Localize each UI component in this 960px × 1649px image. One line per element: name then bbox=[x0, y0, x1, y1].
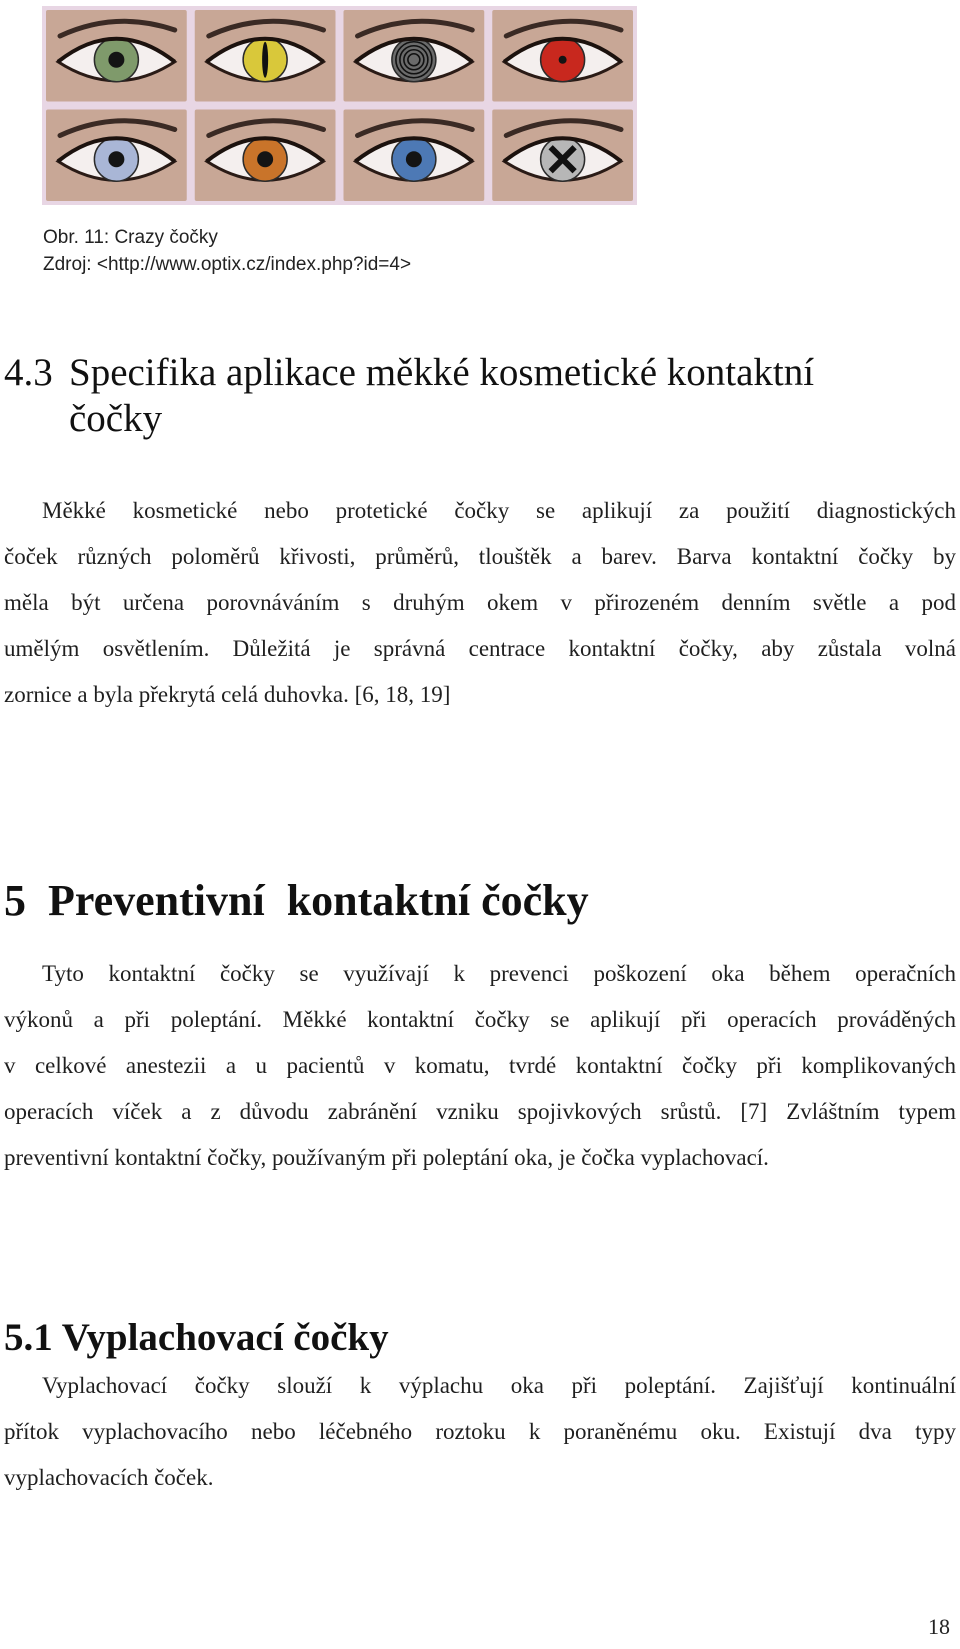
caption-title: Obr. 11: Crazy čočky bbox=[43, 227, 218, 248]
crazy-lenses-figure bbox=[42, 6, 637, 205]
section-title-line1: Specifika aplikace měkké kosmetické kontaktní bbox=[69, 351, 815, 394]
paragraph-line: operacích víček a z důvodu zabránění vzniku spojivkových srůstů. [7] Zvláštním typem bbox=[4, 1099, 956, 1124]
paragraph-line: zornice a byla překrytá celá duhovka. [6, 18, 19] bbox=[4, 682, 451, 707]
eye-8 bbox=[492, 110, 633, 202]
eye-2 bbox=[195, 10, 336, 102]
paragraph-line: umělým osvětlením. Důležitá je správná centrace kontaktní čočky, aby zůstala volná bbox=[4, 636, 956, 661]
eye-grid-image bbox=[42, 6, 637, 205]
paragraph-line: měla být určena porovnáváním s druhým okem v přirozeném denním světle a pod bbox=[4, 590, 956, 615]
paragraph-line: Vyplachovací čočky slouží k výplachu oka při poleptání. Zajišťují kontinuální bbox=[42, 1373, 956, 1398]
page-number: 18 bbox=[928, 1614, 950, 1639]
paragraph-line: výkonů a při poleptání. Měkké kontaktní čočky se aplikují při operacích prováděných bbox=[4, 1007, 956, 1032]
eye-6 bbox=[195, 110, 336, 202]
section-4-3-heading bbox=[4, 350, 924, 442]
section-5-1-paragraph bbox=[4, 1363, 956, 1501]
eye-7 bbox=[344, 110, 485, 202]
section-4-3-paragraph bbox=[4, 488, 956, 718]
eye-3 bbox=[344, 10, 485, 102]
eye-1 bbox=[46, 10, 187, 102]
section-number: 4.3 bbox=[4, 351, 53, 394]
paragraph-line: čoček různých poloměrů křivosti, průměrů, tlouštěk a barev. Barva kontaktní čočky by bbox=[4, 544, 956, 569]
paragraph-line: preventivní kontaktní čočky, používaným při poleptání oka, je čočka vyplachovací. bbox=[4, 1145, 769, 1170]
paragraph-line: Tyto kontaktní čočky se využívají k prevenci poškození oka během operačních bbox=[42, 961, 956, 986]
paragraph-line: Měkké kosmetické nebo protetické čočky se aplikují za použití diagnostických bbox=[42, 498, 956, 523]
paragraph-line: vyplachovacích čoček. bbox=[4, 1465, 214, 1490]
caption-source: Zdroj: <http://www.optix.cz/index.php?id=4> bbox=[43, 254, 412, 275]
section-5-paragraph bbox=[4, 951, 956, 1181]
eye-5 bbox=[46, 110, 187, 202]
figure-caption bbox=[43, 224, 411, 278]
paragraph-line: přítok vyplachovacího nebo léčebného roztoku k poraněnému oku. Existují dva typy bbox=[4, 1419, 956, 1444]
eye-4 bbox=[492, 10, 633, 102]
section-title-line2: čočky bbox=[69, 397, 163, 440]
paragraph-line: v celkové anestezii a u pacientů v komatu, tvrdé kontaktní čočky při komplikovaných bbox=[4, 1053, 956, 1078]
section-5-1-heading: 5.1 Vyplachovací čočky bbox=[4, 1316, 389, 1359]
section-5-heading: 5 Preventivní kontaktní čočky bbox=[4, 876, 589, 925]
